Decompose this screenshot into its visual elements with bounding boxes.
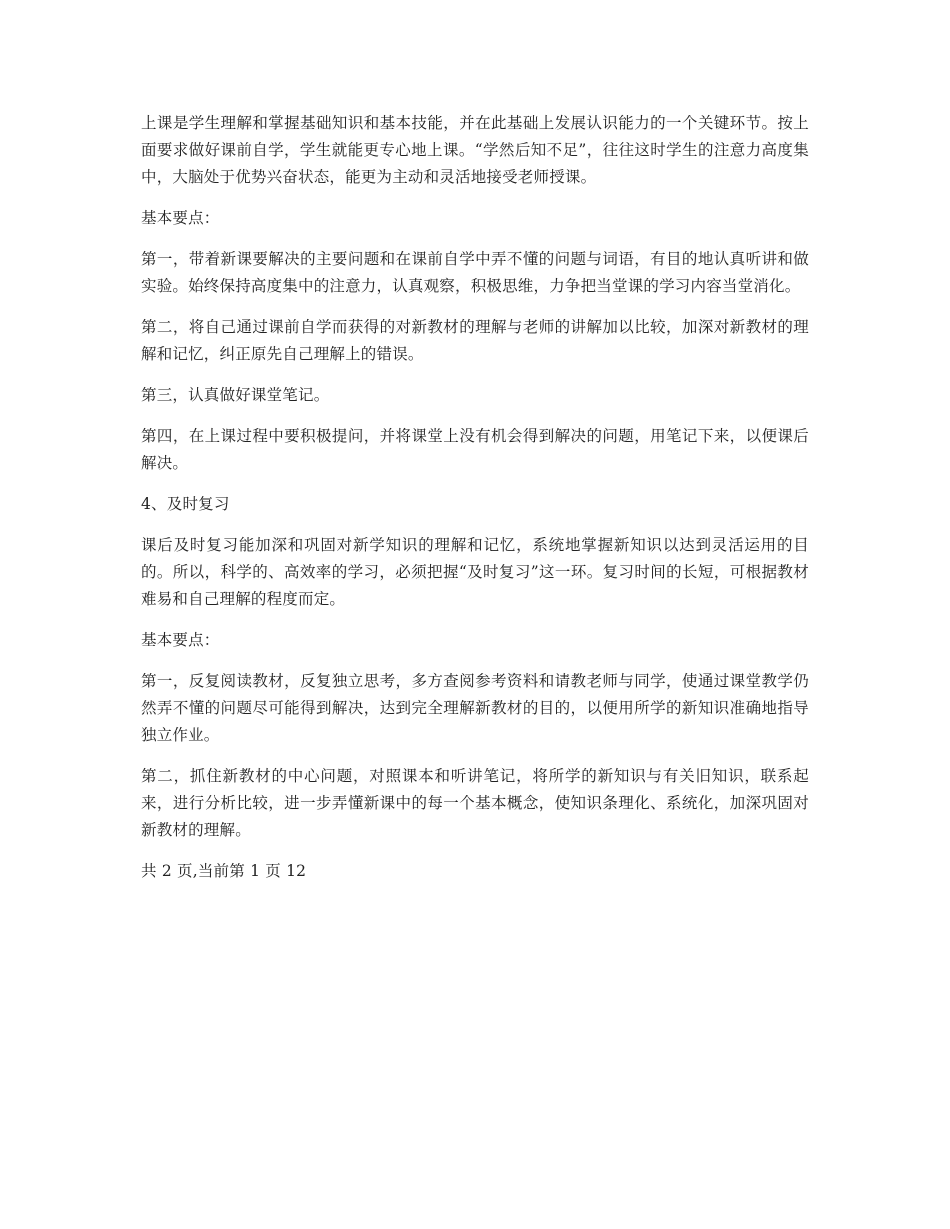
section-heading-review: 4、及时复习 bbox=[141, 495, 230, 513]
paragraph-review-intro: 课后及时复习能加深和巩固对新学知识的理解和记忆，系统地掌握新知识以达到灵活运用的目的。所以，科学的、高效率的学习，必须把握“及时复习”这一环。复习时间的长短，可根据教材难易和自己理解的程度而定。 bbox=[141, 536, 809, 608]
paragraph-review-point-1: 第一，反复阅读教材，反复独立思考，多方查阅参考资料和请教老师与同学，使通过课堂教学仍然弄不懂的问题尽可能得到解决，达到完全理解新教材的目的，以便用所学的新知识准确地指导独立作业。 bbox=[141, 672, 809, 744]
paragraph-review-point-2: 第二，抓住新教材的中心问题，对照课本和听讲笔记，将所学的新知识与有关旧知识，联系起来，进行分析比较，进一步弄懂新课中的每一个基本概念，使知识条理化、系统化，加深巩固对新教材的理解。 bbox=[141, 767, 809, 839]
document-body bbox=[141, 110, 809, 899]
paragraph-intro: 上课是学生理解和掌握基础知识和基本技能，并在此基础上发展认识能力的一个关键环节。按上面要求做好课前自学，学生就能更专心地上课。“学然后知不足”，往往这时学生的注意力高度集中，大脑处于优势兴奋状态，能更为主动和灵活地接受老师授课。 bbox=[141, 114, 809, 186]
paragraph-key-points-heading: 基本要点： bbox=[141, 209, 220, 227]
paragraph-point-4: 第四，在上课过程中要积极提问，并将课堂上没有机会得到解决的问题，用笔记下来，以便课后解决。 bbox=[141, 427, 809, 472]
page-footer: 共 2 页,当前第 1 页 12 bbox=[141, 862, 307, 880]
paragraph-point-1: 第一，带着新课要解决的主要问题和在课前自学中弄不懂的问题与词语，有目的地认真听讲和做实验。始终保持高度集中的注意力，认真观察，积极思维，力争把当堂课的学习内容当堂消化。 bbox=[141, 250, 809, 295]
paragraph-review-key-points-heading: 基本要点： bbox=[141, 631, 220, 649]
paragraph-point-3: 第三，认真做好课堂笔记。 bbox=[141, 386, 330, 404]
paragraph-point-2: 第二，将自己通过课前自学而获得的对新教材的理解与老师的讲解加以比较，加深对新教材的理解和记忆，纠正原先自己理解上的错误。 bbox=[141, 318, 809, 363]
